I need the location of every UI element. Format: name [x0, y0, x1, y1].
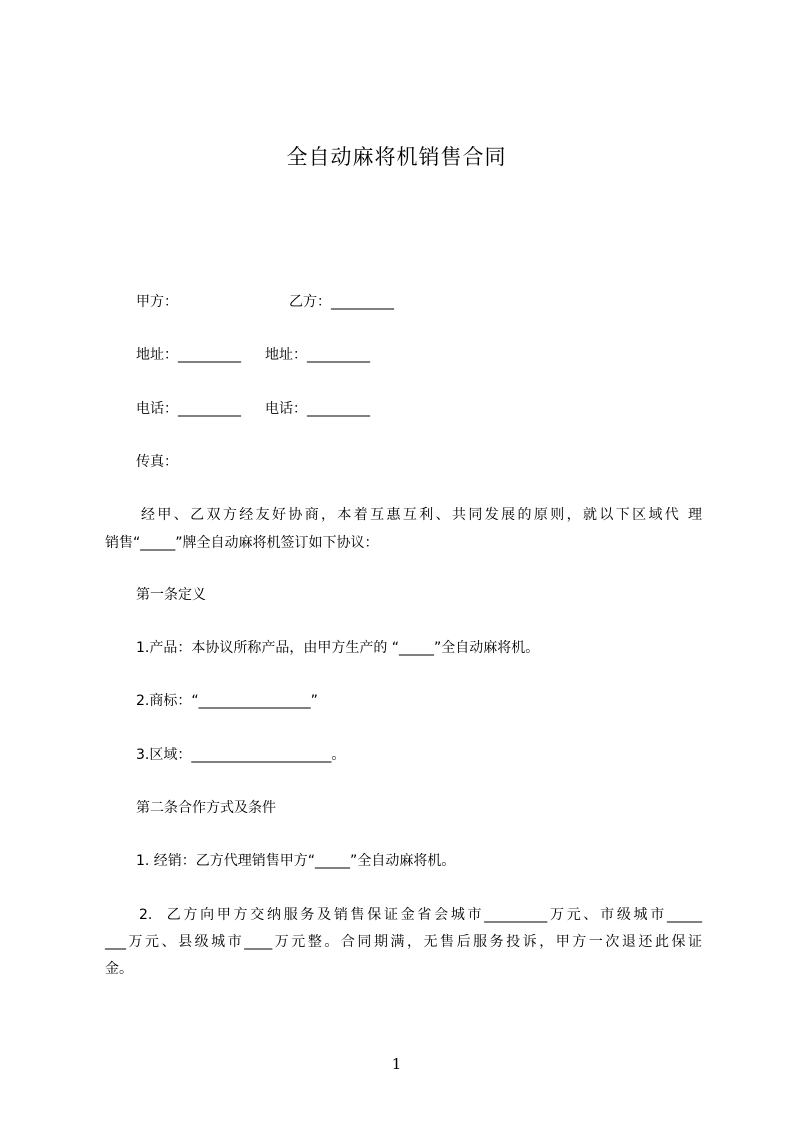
- party-a-label: 甲方：: [136, 294, 178, 310]
- address-b-field: 地址：_________: [265, 347, 370, 363]
- contract-title: 全自动麻将机销售合同: [286, 145, 507, 169]
- coop-item-2-line-2: ___万元、县级城市____万元整。合同期满，无售后服务投诉，甲方一次退还此保证: [105, 934, 702, 950]
- fax-field: 传真：: [136, 454, 178, 470]
- article-2-heading: 第二条合作方式及条件: [136, 800, 276, 816]
- coop-item-1: 1. 经销：乙方代理销售甲方“_____”全自动麻将机。: [136, 853, 456, 869]
- article-1-heading: 第一条定义: [136, 587, 206, 603]
- coop-item-2-line-3: 金。: [105, 961, 133, 977]
- item-product: 1.产品：本协议所称产品，由甲方生产的 “_____”全自动麻将机。: [136, 640, 540, 656]
- phone-a-field: 电话：_________: [136, 401, 241, 417]
- intro-line-1: 经甲、乙双方经友好协商，本着互惠互利、共同发展的原则，就以下区域代 理: [141, 507, 702, 523]
- page-number: 1: [391, 1055, 402, 1073]
- item-trademark: 2.商标：“________________”: [136, 693, 318, 709]
- intro-line-2: 销售“_____”牌全自动麻将机签订如下协议：: [105, 535, 379, 551]
- party-b-label: 乙方：_________: [289, 294, 394, 310]
- item-region: 3.区域：____________________。: [136, 747, 346, 763]
- address-a-field: 地址：_________: [136, 347, 241, 363]
- coop-item-2-line-1: 2. 乙方向甲方交纳服务及销售保证金省会城市_________万元、市级城市_____: [139, 907, 702, 923]
- phone-b-field: 电话：_________: [265, 401, 370, 417]
